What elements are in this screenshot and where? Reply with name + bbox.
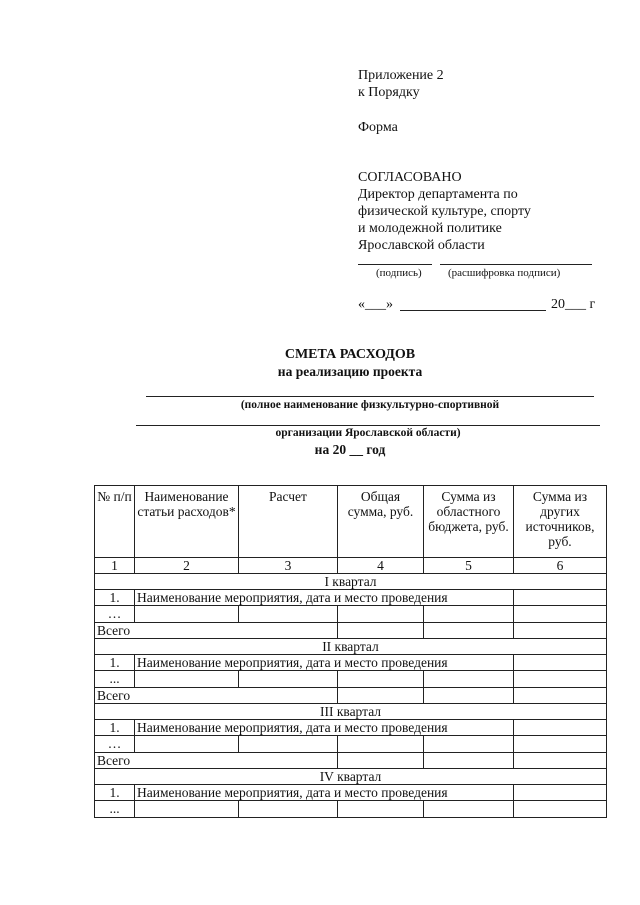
row-number: 1. xyxy=(95,590,135,606)
table-cell xyxy=(338,753,424,769)
table-cell xyxy=(338,623,424,639)
org-caption-2: организации Ярославской области) xyxy=(275,427,461,439)
total-label: Всего xyxy=(95,623,338,639)
budget-year: на 20 __ год xyxy=(314,442,386,457)
row-number: 1. xyxy=(95,785,135,801)
table-cell xyxy=(514,720,607,736)
order-reference: к Порядку xyxy=(358,85,420,100)
table-cell xyxy=(239,606,338,623)
table-cell xyxy=(514,606,607,623)
column-number: 4 xyxy=(338,558,424,574)
table-cell xyxy=(135,671,239,688)
table-cell xyxy=(514,785,607,801)
table-cell xyxy=(514,623,607,639)
column-number: 2 xyxy=(135,558,239,574)
ellipsis-cell: … xyxy=(95,736,135,753)
table-cell xyxy=(424,688,514,704)
table-cell xyxy=(239,736,338,753)
date-month-line xyxy=(400,310,546,311)
header-number: № п/п xyxy=(95,486,135,558)
quarter-heading: II квартал xyxy=(95,639,607,655)
row-number: 1. xyxy=(95,720,135,736)
column-number: 5 xyxy=(424,558,514,574)
column-number: 3 xyxy=(239,558,338,574)
total-label: Всего xyxy=(95,753,338,769)
table-cell xyxy=(338,736,424,753)
date-day: «___» xyxy=(358,297,393,312)
org-name-line-1 xyxy=(146,396,594,397)
table-cell xyxy=(338,671,424,688)
header-other-sources: Сумма из других источников, руб. xyxy=(514,486,607,558)
table-cell xyxy=(338,688,424,704)
event-description: Наименование мероприятия, дата и место проведения xyxy=(135,590,514,606)
event-description: Наименование мероприятия, дата и место проведения xyxy=(135,720,514,736)
table-cell xyxy=(514,590,607,606)
table-cell xyxy=(424,736,514,753)
quarter-heading: IV квартал xyxy=(95,769,607,785)
signature-line xyxy=(358,264,432,265)
ellipsis-cell: ... xyxy=(95,801,135,818)
table-cell xyxy=(424,671,514,688)
header-total-sum: Общая сумма, руб. xyxy=(338,486,424,558)
table-cell xyxy=(514,671,607,688)
header-regional-budget: Сумма из областного бюджета, руб. xyxy=(424,486,514,558)
ellipsis-cell: … xyxy=(95,606,135,623)
row-number: 1. xyxy=(95,655,135,671)
decode-caption: (расшифровка подписи) xyxy=(448,267,561,279)
event-description: Наименование мероприятия, дата и место проведения xyxy=(135,785,514,801)
estimate-table xyxy=(94,485,607,818)
table-cell xyxy=(424,623,514,639)
signature-caption: (подпись) xyxy=(376,267,422,279)
ellipsis-cell: ... xyxy=(95,671,135,688)
approved-label: СОГЛАСОВАНО xyxy=(358,170,462,185)
director-line-3: и молодежной политике xyxy=(358,221,502,236)
table-cell xyxy=(338,801,424,818)
table-cell xyxy=(424,606,514,623)
table-cell xyxy=(338,606,424,623)
org-caption-1: (полное наименование физкультурно-спортивной xyxy=(240,399,500,411)
director-line-2: физической культуре, спорту xyxy=(358,204,531,219)
table-cell xyxy=(135,736,239,753)
table-cell xyxy=(239,671,338,688)
table-cell xyxy=(424,801,514,818)
table-cell xyxy=(514,688,607,704)
event-description: Наименование мероприятия, дата и место проведения xyxy=(135,655,514,671)
quarter-heading: III квартал xyxy=(95,704,607,720)
table-cell xyxy=(514,801,607,818)
org-name-line-2 xyxy=(136,425,600,426)
appendix-label: Приложение 2 xyxy=(358,68,444,83)
table-cell xyxy=(135,606,239,623)
form-label: Форма xyxy=(358,120,398,135)
date-year: 20___ г xyxy=(551,297,596,312)
column-number: 1 xyxy=(95,558,135,574)
table-cell xyxy=(514,655,607,671)
table-cell xyxy=(135,801,239,818)
quarter-heading: I квартал xyxy=(95,574,607,590)
total-label: Всего xyxy=(95,688,338,704)
document-subtitle: на реализацию проекта xyxy=(277,364,423,379)
table-cell xyxy=(514,736,607,753)
header-calculation: Расчет xyxy=(239,486,338,558)
header-expense-item: Наименование статьи расходов* xyxy=(135,486,239,558)
table-cell xyxy=(239,801,338,818)
table-cell xyxy=(514,753,607,769)
table-cell xyxy=(424,753,514,769)
decode-line xyxy=(440,264,592,265)
column-number: 6 xyxy=(514,558,607,574)
document-title: СМЕТА РАСХОДОВ xyxy=(284,347,416,362)
director-line-4: Ярославской области xyxy=(358,238,485,253)
director-line-1: Директор департамента по xyxy=(358,187,518,202)
